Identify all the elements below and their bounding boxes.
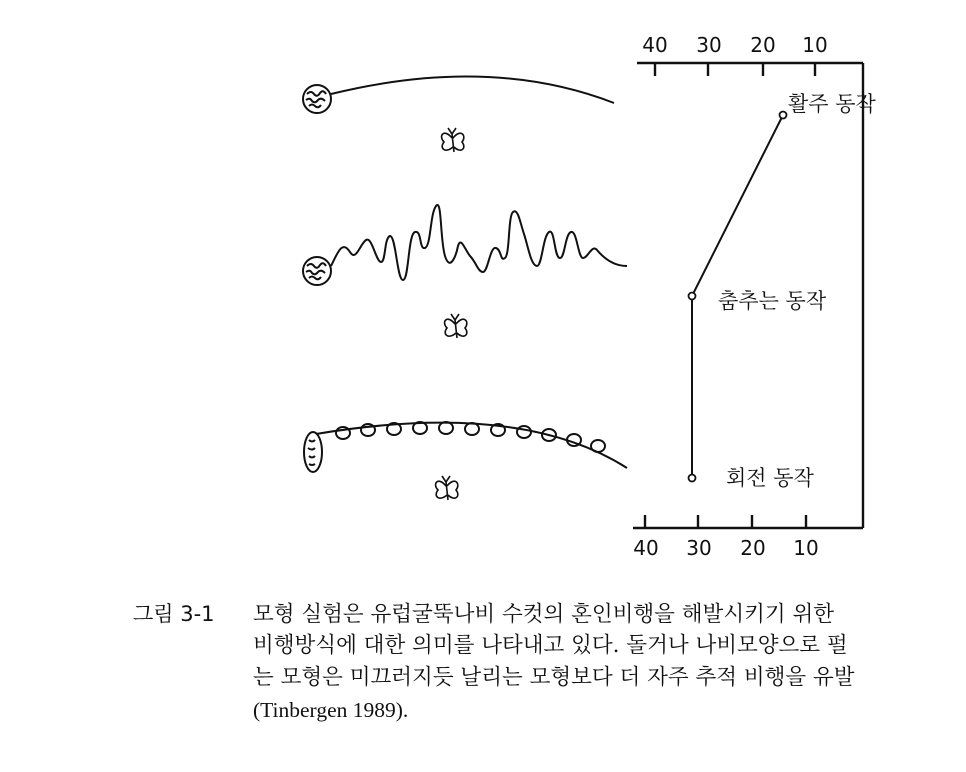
caption-reference: (Tinbergen 1989). bbox=[253, 698, 409, 722]
dance-trajectory bbox=[331, 205, 627, 280]
top-axis-tick-labels bbox=[642, 33, 827, 57]
point-rotating bbox=[689, 475, 696, 482]
caption-label: 그림 3-1 bbox=[133, 602, 215, 626]
bottom-tick-10: 10 bbox=[793, 536, 819, 560]
bottom-axis-tick-labels bbox=[633, 536, 818, 560]
butterfly-icon-3 bbox=[436, 476, 458, 500]
top-tick-40: 40 bbox=[642, 33, 668, 57]
caption-line-2 bbox=[133, 630, 966, 662]
textured-ball-3 bbox=[304, 432, 322, 472]
top-axis bbox=[637, 63, 863, 76]
model-dance bbox=[303, 205, 627, 338]
top-tick-20: 20 bbox=[750, 33, 776, 57]
bottom-tick-30: 30 bbox=[686, 536, 712, 560]
top-tick-10: 10 bbox=[802, 33, 828, 57]
rotate-trajectory bbox=[316, 423, 627, 468]
figure-caption bbox=[133, 598, 966, 726]
top-tick-30: 30 bbox=[696, 33, 722, 57]
butterfly-icon-2 bbox=[445, 314, 467, 338]
point-running bbox=[780, 112, 787, 119]
glide-trajectory bbox=[331, 77, 614, 103]
label-dancing: 춤추는 동작 bbox=[718, 289, 827, 313]
model-rotate bbox=[304, 422, 627, 500]
bottom-axis bbox=[633, 515, 863, 528]
bottom-tick-20: 20 bbox=[740, 536, 766, 560]
bottom-tick-40: 40 bbox=[633, 536, 659, 560]
caption-line-3 bbox=[133, 662, 966, 694]
label-rotating: 회전 동작 bbox=[726, 466, 814, 490]
caption-text-1: 모형 실험은 유럽굴뚝나비 수컷의 혼인비행을 해발시키기 위한 bbox=[253, 602, 835, 627]
model-glide bbox=[303, 77, 614, 152]
butterfly-icon-1 bbox=[442, 128, 464, 152]
point-dancing bbox=[689, 293, 696, 300]
caption-text-2: 비행방식에 대한 의미를 나타내고 있다. 돌거나 나비모양으로 펄 bbox=[253, 633, 848, 658]
caption-line-1 bbox=[133, 598, 966, 630]
caption-line-4 bbox=[133, 694, 966, 726]
caption-text-3: 는 모형은 미끄러지듯 날리는 모형보다 더 자주 추적 비행을 유발 bbox=[253, 665, 855, 690]
label-running: 활주 동작 bbox=[788, 92, 876, 116]
